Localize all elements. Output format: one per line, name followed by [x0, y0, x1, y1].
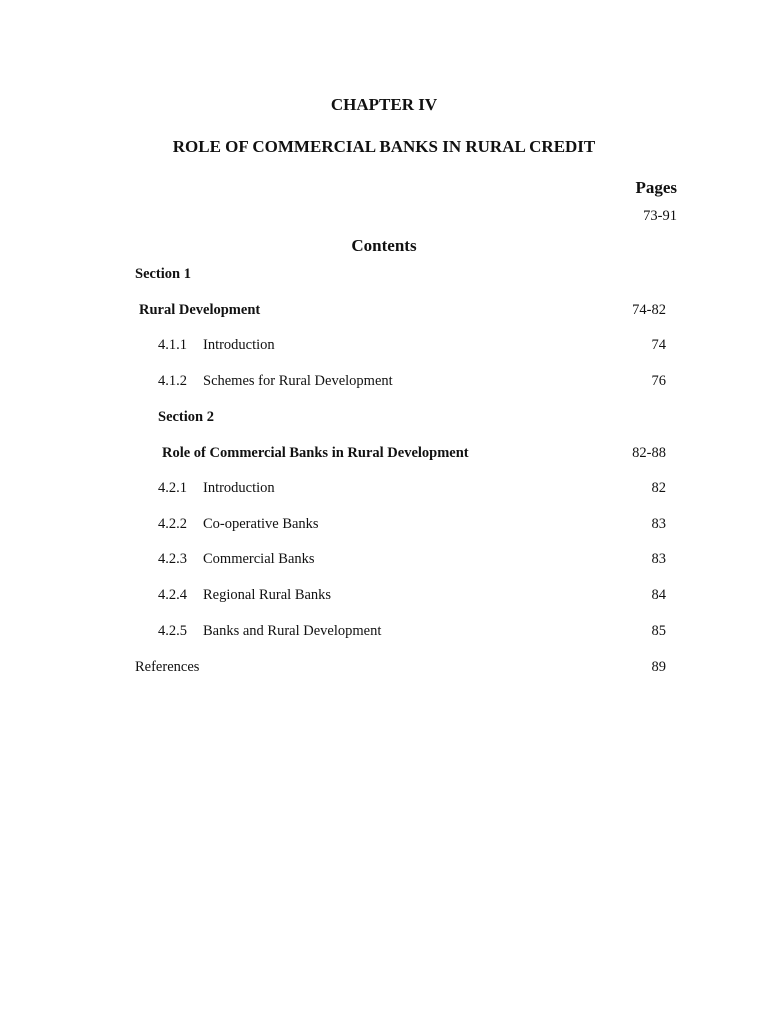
section-1-pages: 74-82 — [632, 302, 666, 318]
toc-entry — [158, 372, 666, 390]
toc-entry-code: 4.1.2 — [158, 373, 187, 389]
references-label: References — [135, 659, 200, 675]
toc-entry-code: 4.2.1 — [158, 480, 187, 496]
toc-entry — [158, 550, 666, 568]
toc-entry — [158, 336, 666, 354]
toc-entry-page: 84 — [651, 587, 666, 603]
toc-entry — [158, 515, 666, 533]
section-2-title: Role of Commercial Banks in Rural Development — [162, 445, 469, 461]
toc-entry-code: 4.1.1 — [158, 337, 187, 353]
toc-entry-code: 4.2.4 — [158, 587, 187, 603]
toc-entry-page: 76 — [651, 373, 666, 389]
toc-entry-page: 85 — [651, 623, 666, 639]
toc-entry-page: 82 — [651, 480, 666, 496]
toc-entry-code: 4.2.3 — [158, 551, 187, 567]
contents-heading: Contents — [351, 236, 417, 255]
toc-entry-title: Introduction — [203, 480, 275, 496]
toc-entry-title: Banks and Rural Development — [203, 623, 382, 639]
section-1-label: Section 1 — [135, 266, 191, 282]
section-2-label: Section 2 — [158, 409, 214, 425]
toc-entry-code: 4.2.5 — [158, 623, 187, 639]
toc-entry-page: 74 — [651, 337, 666, 353]
chapter-number: CHAPTER IV — [330, 95, 438, 114]
toc-entry — [158, 586, 666, 604]
section-2-pages: 82-88 — [632, 445, 666, 461]
pages-heading: Pages — [635, 178, 677, 197]
toc-entry-title: Co-operative Banks — [203, 516, 319, 532]
toc-entry — [158, 479, 666, 497]
references-page: 89 — [651, 659, 666, 675]
toc-entry-page: 83 — [651, 551, 666, 567]
toc-entry-code: 4.2.2 — [158, 516, 187, 532]
toc-entry-title: Commercial Banks — [203, 551, 315, 567]
toc-entry-title: Schemes for Rural Development — [203, 373, 393, 389]
toc-entry-title: Regional Rural Banks — [203, 587, 332, 603]
chapter-title: ROLE OF COMMERCIAL BANKS IN RURAL CREDIT — [172, 137, 596, 156]
toc-entry-page: 83 — [651, 516, 666, 532]
section-1-title: Rural Development — [139, 302, 261, 318]
toc-entry — [158, 622, 666, 640]
chapter-pages: 73-91 — [643, 208, 677, 224]
toc-entry-title: Introduction — [203, 337, 275, 353]
